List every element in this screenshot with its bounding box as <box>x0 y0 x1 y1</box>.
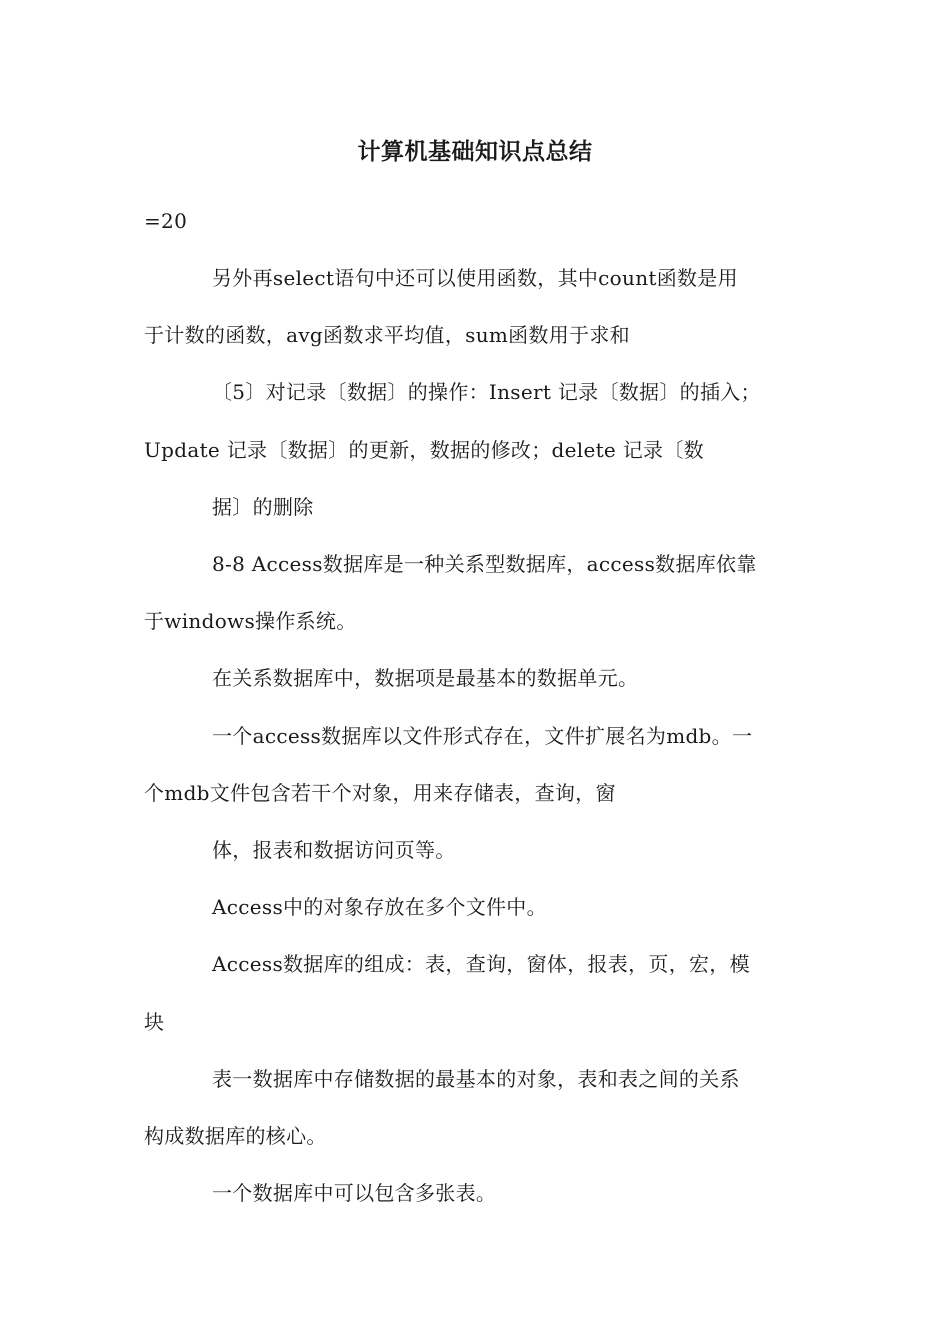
text-line-18: 一个数据库中可以包含多张表。 <box>212 1181 497 1205</box>
text-line-3: 于计数的函数，avg函数求平均值，sum函数用于求和 <box>144 323 630 347</box>
text-line-1: =20 <box>144 209 188 233</box>
text-line-2: 另外再select语句中还可以使用函数，其中count函数是用 <box>212 266 738 290</box>
text-line-15: 块 <box>144 1010 165 1034</box>
text-line-7: 8-8 Access数据库是一种关系型数据库，access数据库依靠 <box>212 552 757 576</box>
text-line-14: Access数据库的组成：表，查询，窗体，报表，页，宏，模 <box>212 952 750 976</box>
text-line-6: 据〕的删除 <box>212 495 314 519</box>
text-line-9: 在关系数据库中，数据项是最基本的数据单元。 <box>212 666 639 690</box>
text-line-12: 体，报表和数据访问页等。 <box>212 838 456 862</box>
text-line-16: 表一数据库中存储数据的最基本的对象，表和表之间的关系 <box>212 1067 740 1091</box>
text-line-17: 构成数据库的核心。 <box>144 1124 327 1148</box>
text-line-13: Access中的对象存放在多个文件中。 <box>212 895 547 919</box>
text-line-5: Update 记录〔数据〕的更新，数据的修改；delete 记录〔数 <box>144 438 704 462</box>
document-title: 计算机基础知识点总结 <box>357 139 593 165</box>
text-line-4: 〔5〕对记录〔数据〕的操作：Insert 记录〔数据〕的插入； <box>212 380 761 404</box>
text-line-11: 个mdb文件包含若干个对象，用来存储表，查询，窗 <box>144 781 616 805</box>
text-line-10: 一个access数据库以文件形式存在，文件扩展名为mdb。一 <box>212 724 753 748</box>
text-line-8: 于windows操作系统。 <box>144 609 357 633</box>
